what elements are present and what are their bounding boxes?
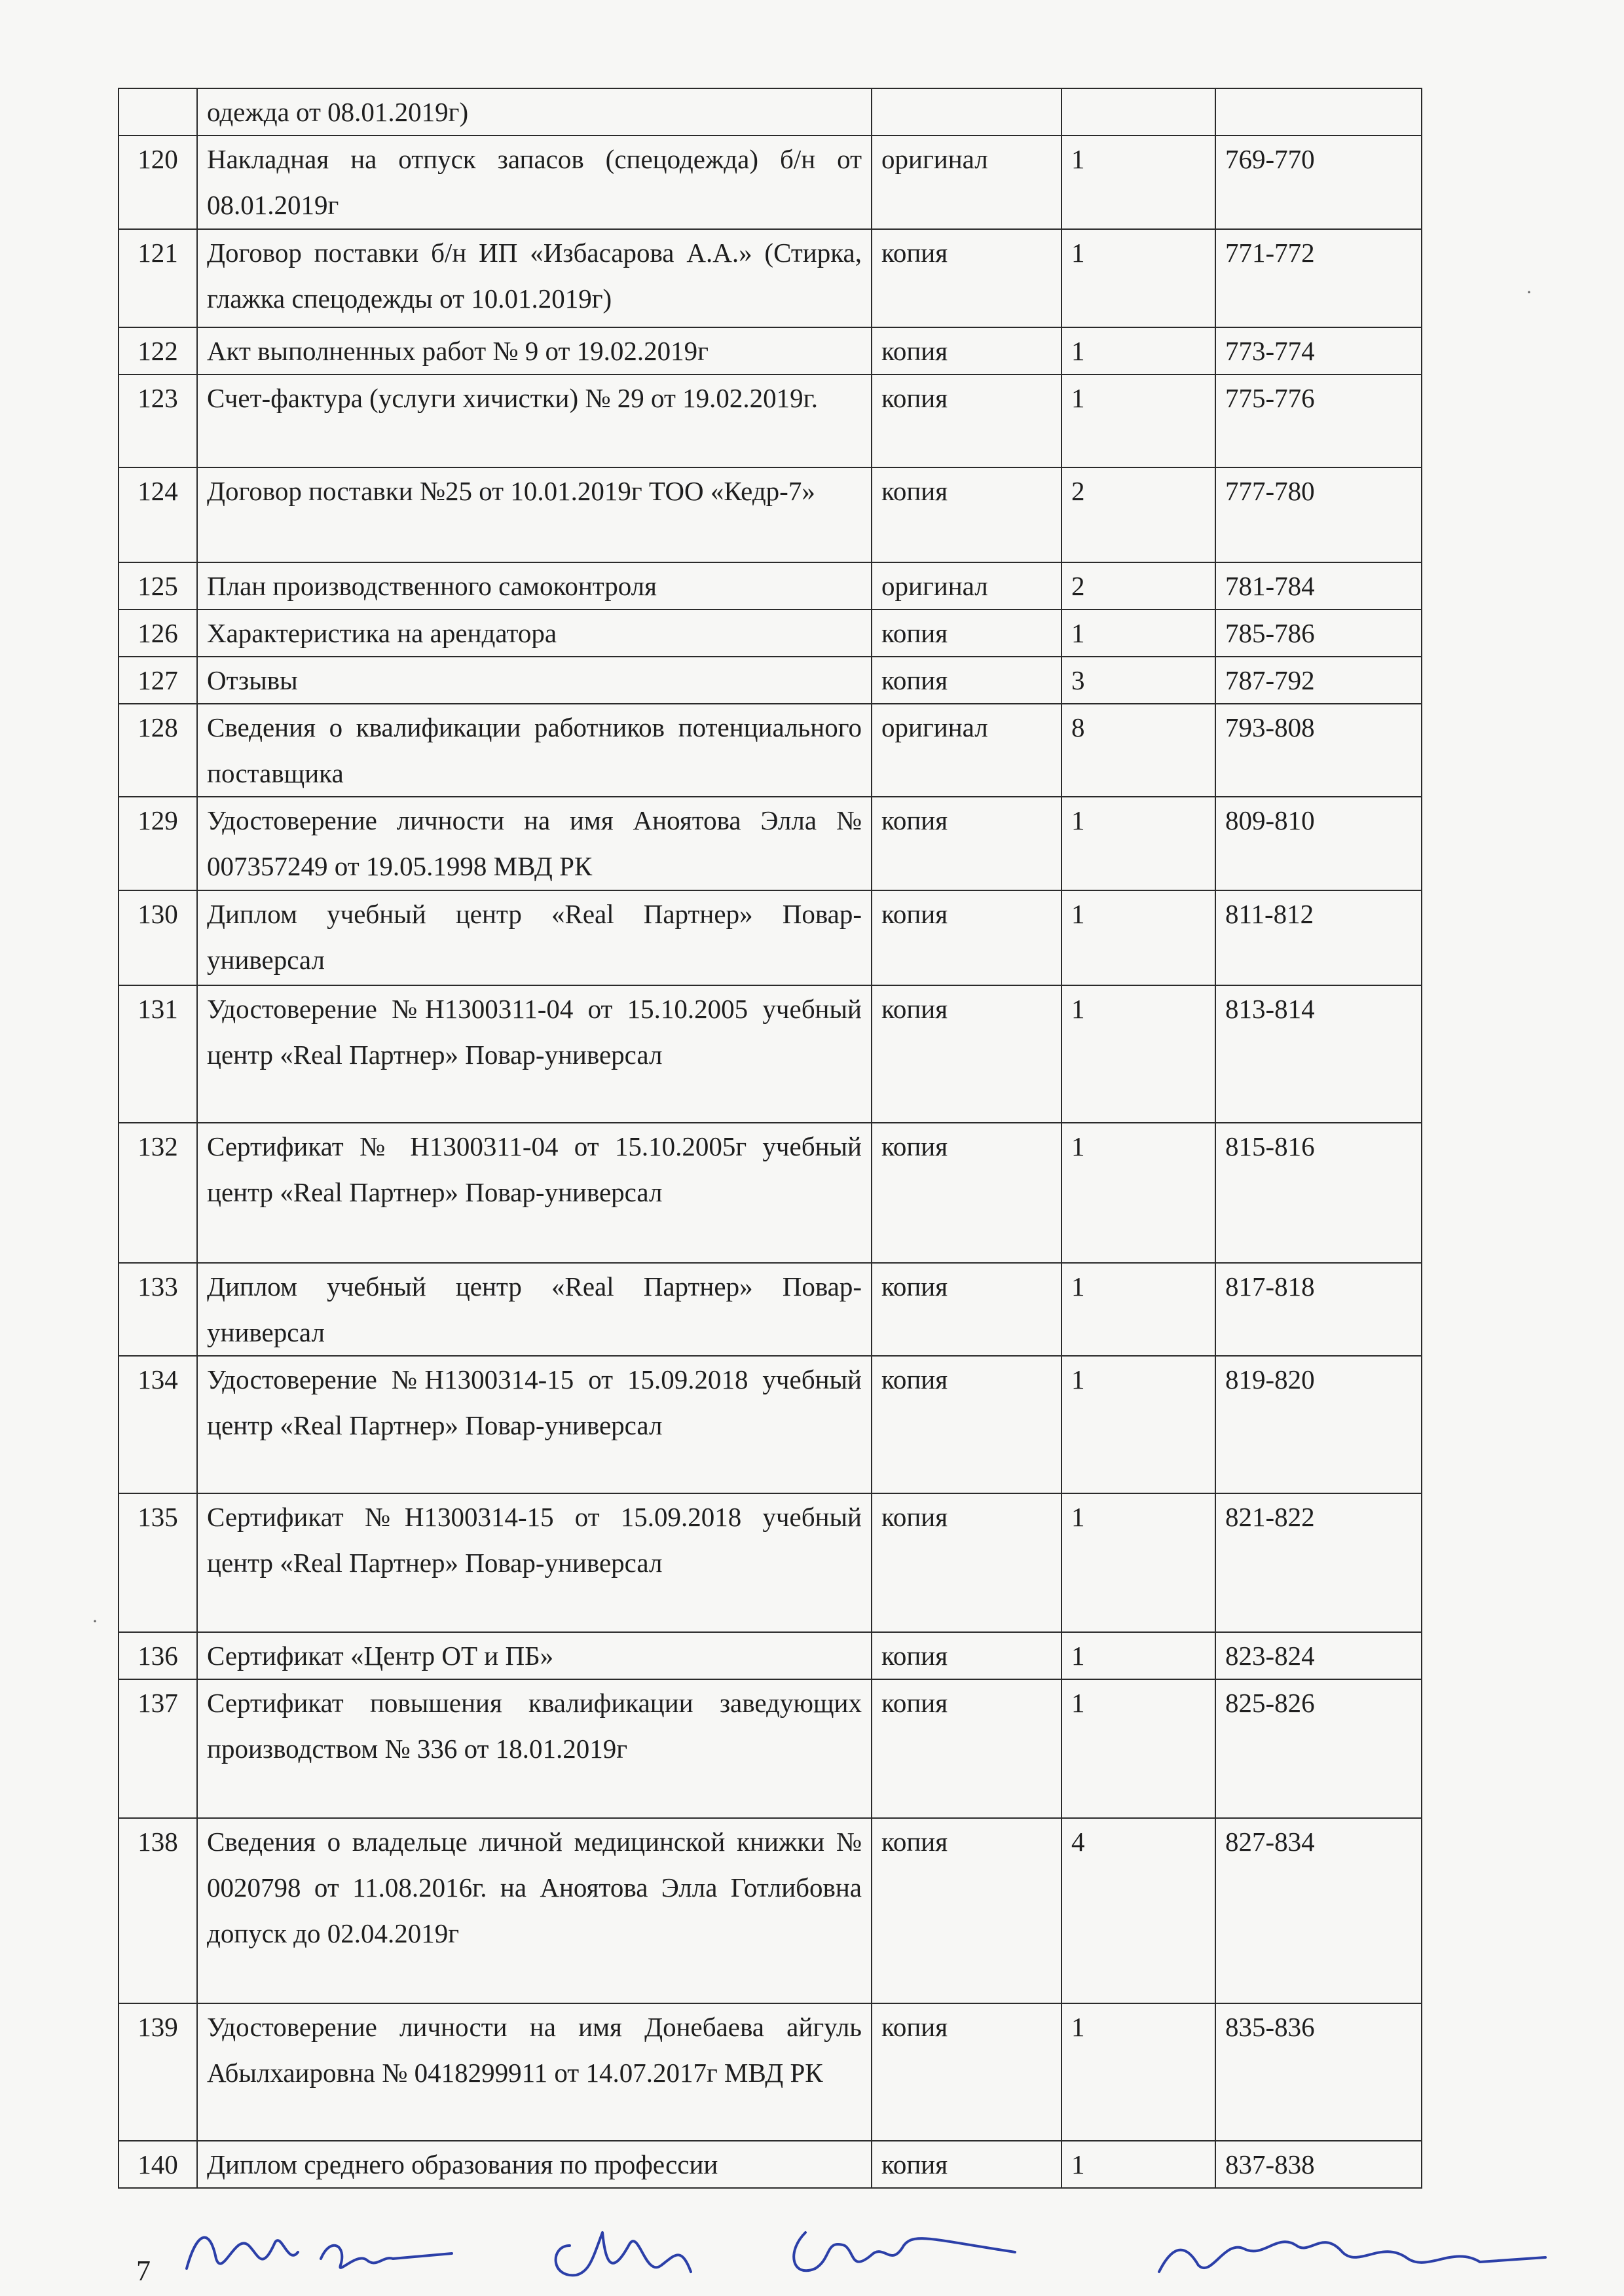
document-type: копия: [872, 374, 1061, 467]
document-name: Диплом среднего образования по профессии: [197, 2141, 872, 2188]
row-number: 138: [119, 1818, 197, 2003]
row-number: 126: [119, 610, 197, 657]
sheet-count: 1: [1061, 797, 1215, 890]
document-name: Договор поставки б/н ИП «Избасарова А.А.» (Стирка, глажка спецодежды от 10.01.2019г): [197, 229, 872, 327]
document-register-table: [118, 88, 1422, 2189]
sheet-count: 1: [1061, 1123, 1215, 1263]
page-range: 809-810: [1215, 797, 1422, 890]
document-type: копия: [872, 610, 1061, 657]
page-range: 827-834: [1215, 1818, 1422, 2003]
document-type: копия: [872, 2141, 1061, 2188]
page-range: 769-770: [1215, 136, 1422, 229]
document-type: копия: [872, 467, 1061, 562]
document-type: копия: [872, 1493, 1061, 1632]
document-name: Сертификат повышения квалификации заведующих производством № 336 от 18.01.2019г: [197, 1679, 872, 1818]
sheet-count: 1: [1061, 1679, 1215, 1818]
row-number: [119, 88, 197, 136]
table-row: [119, 985, 1422, 1123]
sheet-count: 1: [1061, 610, 1215, 657]
table-row: [119, 1818, 1422, 2003]
table-row: [119, 610, 1422, 657]
signature-3: [556, 2232, 691, 2275]
document-type: копия: [872, 1263, 1061, 1356]
sheet-count: 4: [1061, 1818, 1215, 2003]
sheet-count: 1: [1061, 1493, 1215, 1632]
sheet-count: 1: [1061, 890, 1215, 985]
document-type: копия: [872, 1123, 1061, 1263]
table-row: [119, 2141, 1422, 2188]
page-range: 771-772: [1215, 229, 1422, 327]
page-range: 813-814: [1215, 985, 1422, 1123]
page-range: 825-826: [1215, 1679, 1422, 1818]
row-number: 122: [119, 327, 197, 374]
sheet-count: 1: [1061, 985, 1215, 1123]
page-range: 793-808: [1215, 704, 1422, 797]
document-type: оригинал: [872, 562, 1061, 610]
row-number: 135: [119, 1493, 197, 1632]
page-range: [1215, 88, 1422, 136]
document-type: копия: [872, 1679, 1061, 1818]
table-row: [119, 88, 1422, 136]
handwritten-signatures: [0, 2206, 1624, 2296]
table-row: [119, 2003, 1422, 2141]
row-number: 140: [119, 2141, 197, 2188]
page-range: 815-816: [1215, 1123, 1422, 1263]
table-row: [119, 467, 1422, 562]
row-number: 130: [119, 890, 197, 985]
document-name: Удостоверение личности на имя Аноятова Элла № 007357249 от 19.05.1998 МВД РК: [197, 797, 872, 890]
page-range: 817-818: [1215, 1263, 1422, 1356]
document-name: Сертификат № Н1300311-04 от 15.10.2005г учебный центр «Real Партнер» Повар-универсал: [197, 1123, 872, 1263]
page-range: 775-776: [1215, 374, 1422, 467]
table-row: [119, 562, 1422, 610]
sheet-count: 1: [1061, 2003, 1215, 2141]
document-name: Сведения о квалификации работников потенциального поставщика: [197, 704, 872, 797]
document-name: Удостоверение личности на имя Донебаева айгуль Абылхаировна № 0418299911 от 14.07.2017г МВД РК: [197, 2003, 872, 2141]
sheet-count: 1: [1061, 136, 1215, 229]
sheet-count: 1: [1061, 229, 1215, 327]
row-number: 134: [119, 1356, 197, 1493]
table-row: [119, 797, 1422, 890]
document-type: копия: [872, 1818, 1061, 2003]
scan-speck: ·: [92, 1611, 98, 1632]
sheet-count: 1: [1061, 2141, 1215, 2188]
document-name: Накладная на отпуск запасов (спецодежда) б/н от 08.01.2019г: [197, 136, 872, 229]
table-row: [119, 374, 1422, 467]
table-row: [119, 1356, 1422, 1493]
page-number: 7: [136, 2255, 151, 2287]
document-name: Диплом учебный центр «Real Партнер» Повар-универсал: [197, 890, 872, 985]
sheet-count: 1: [1061, 374, 1215, 467]
sheet-count: 2: [1061, 562, 1215, 610]
page-range: 823-824: [1215, 1632, 1422, 1679]
table-row: [119, 136, 1422, 229]
table-row: [119, 229, 1422, 327]
row-number: 128: [119, 704, 197, 797]
document-type: оригинал: [872, 136, 1061, 229]
document-type: копия: [872, 890, 1061, 985]
table-row: [119, 327, 1422, 374]
document-type: оригинал: [872, 704, 1061, 797]
page-range: 811-812: [1215, 890, 1422, 985]
page-range: 819-820: [1215, 1356, 1422, 1493]
table-row: [119, 657, 1422, 704]
document-name: Диплом учебный центр «Real Партнер» Повар-универсал: [197, 1263, 872, 1356]
page-range: 773-774: [1215, 327, 1422, 374]
document-name: одежда от 08.01.2019г): [197, 88, 872, 136]
signature-4: [794, 2232, 1015, 2270]
row-number: 133: [119, 1263, 197, 1356]
sheet-count: 1: [1061, 1263, 1215, 1356]
row-number: 120: [119, 136, 197, 229]
table-row: [119, 1123, 1422, 1263]
table-row: [119, 704, 1422, 797]
page-range: 835-836: [1215, 2003, 1422, 2141]
page-range: 785-786: [1215, 610, 1422, 657]
table-row: [119, 1632, 1422, 1679]
page-range: 787-792: [1215, 657, 1422, 704]
page-range: 837-838: [1215, 2141, 1422, 2188]
document-type: копия: [872, 1632, 1061, 1679]
page-range: 777-780: [1215, 467, 1422, 562]
document-type: копия: [872, 657, 1061, 704]
document-type: [872, 88, 1061, 136]
row-number: 139: [119, 2003, 197, 2141]
table-row: [119, 1263, 1422, 1356]
row-number: 127: [119, 657, 197, 704]
sheet-count: [1061, 88, 1215, 136]
sheet-count: 2: [1061, 467, 1215, 562]
table-row: [119, 1679, 1422, 1818]
table-row: [119, 1493, 1422, 1632]
row-number: 125: [119, 562, 197, 610]
document-name: Счет-фактура (услуги хичистки) № 29 от 19.02.2019г.: [197, 374, 872, 467]
signature-2: [321, 2246, 452, 2268]
sheet-count: 1: [1061, 1356, 1215, 1493]
document-name: Характеристика на арендатора: [197, 610, 872, 657]
document-name: Сертификат «Центр ОТ и ПБ»: [197, 1632, 872, 1679]
sheet-count: 3: [1061, 657, 1215, 704]
row-number: 131: [119, 985, 197, 1123]
table-row: [119, 890, 1422, 985]
document-name: Удостоверение №Н1300314-15 от 15.09.2018 учебный центр «Real Партнер» Повар-универсал: [197, 1356, 872, 1493]
page-range: 821-822: [1215, 1493, 1422, 1632]
document-type: копия: [872, 327, 1061, 374]
row-number: 132: [119, 1123, 197, 1263]
document-name: Сведения о владельце личной медицинской книжки № 0020798 от 11.08.2016г. на Аноятова Элла Готлибовна допуск до 02.04.2019г: [197, 1818, 872, 2003]
document-name: Отзывы: [197, 657, 872, 704]
row-number: 123: [119, 374, 197, 467]
sheet-count: 1: [1061, 327, 1215, 374]
signature-5: [1159, 2242, 1545, 2272]
document-type: копия: [872, 229, 1061, 327]
sheet-count: 8: [1061, 704, 1215, 797]
row-number: 129: [119, 797, 197, 890]
document-type: копия: [872, 985, 1061, 1123]
signature-1: [187, 2238, 298, 2269]
row-number: 136: [119, 1632, 197, 1679]
document-type: копия: [872, 2003, 1061, 2141]
document-name: Акт выполненных работ № 9 от 19.02.2019г: [197, 327, 872, 374]
document-name: Договор поставки №25 от 10.01.2019г ТОО «Кедр-7»: [197, 467, 872, 562]
document-name: Удостоверение №Н1300311-04 от 15.10.2005 учебный центр «Real Партнер» Повар-универсал: [197, 985, 872, 1123]
page-range: 781-784: [1215, 562, 1422, 610]
document-type: копия: [872, 1356, 1061, 1493]
row-number: 121: [119, 229, 197, 327]
row-number: 124: [119, 467, 197, 562]
document-name: План производственного самоконтроля: [197, 562, 872, 610]
sheet-count: 1: [1061, 1632, 1215, 1679]
document-name: Сертификат №Н1300314-15 от 15.09.2018 учебный центр «Real Партнер» Повар-универсал: [197, 1493, 872, 1632]
document-type: копия: [872, 797, 1061, 890]
row-number: 137: [119, 1679, 197, 1818]
scan-speck: ·: [1526, 282, 1532, 303]
